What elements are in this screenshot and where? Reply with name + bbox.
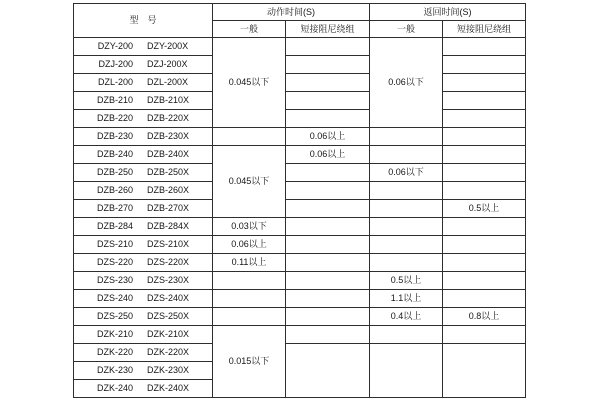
model-cell (74, 326, 213, 344)
header-return-general: 一般 (370, 21, 443, 38)
return-general-cell (370, 200, 443, 218)
action-general-cell: 0.06以上 (213, 236, 286, 254)
action-damp-cell (286, 290, 370, 308)
action-damp-cell (286, 326, 370, 344)
return-general-cell (370, 146, 443, 164)
model-cell (74, 308, 213, 326)
model-cell (74, 56, 213, 74)
model-name: DZB-284X (146, 221, 190, 231)
model-cell (74, 92, 213, 110)
action-damp-cell (286, 110, 370, 128)
model-cell (74, 200, 213, 218)
model-name: DZK-240 (96, 383, 133, 393)
return-general-cell: 0.4以上 (370, 308, 443, 326)
return-general-cell: 1.1以上 (370, 290, 443, 308)
model-name: DZS-230X (146, 275, 190, 285)
return-damp-cell (443, 218, 526, 236)
model-name: DZB-260X (146, 185, 190, 195)
model-name: DZB-230 (96, 131, 133, 141)
action-damp-cell: 0.06以上 (286, 128, 370, 146)
model-cell (74, 290, 213, 308)
model-name: DZY-200 (97, 41, 133, 51)
model-name: DZJ-200 (98, 59, 133, 69)
model-cell (74, 182, 213, 200)
table-row (74, 344, 526, 362)
return-damp-cell (443, 92, 526, 110)
table-row (74, 110, 526, 128)
action-general-cell (213, 128, 286, 146)
table-row (74, 272, 526, 290)
model-name: DZB-210X (146, 95, 190, 105)
return-general-cell: 0.06以下 (370, 164, 443, 182)
model-name: DZB-220X (146, 113, 190, 123)
model-name: DZS-250X (146, 311, 190, 321)
return-damp-cell (443, 74, 526, 92)
return-general-cell (370, 254, 443, 272)
model-name: DZB-260 (96, 185, 133, 195)
model-name: DZB-220 (96, 113, 133, 123)
spec-table (73, 3, 526, 398)
return-damp-cell (443, 146, 526, 164)
header-model: 型 号 (74, 4, 213, 38)
model-name: DZK-210X (146, 329, 190, 339)
model-cell (74, 218, 213, 236)
table-row (74, 182, 526, 200)
model-name: DZB-270 (96, 203, 133, 213)
action-general-cell: 0.045以下 (213, 38, 286, 128)
action-damp-cell: 0.06以上 (286, 146, 370, 164)
header-action-general: 一般 (213, 21, 286, 38)
model-name: DZS-230 (96, 275, 133, 285)
action-general-cell: 0.015以下 (213, 326, 286, 398)
model-name: DZJ-200X (147, 59, 188, 69)
return-damp-cell: 0.8以上 (443, 308, 526, 326)
action-damp-cell (286, 164, 370, 182)
model-name: DZB-210 (96, 95, 133, 105)
action-damp-cell (286, 200, 370, 218)
model-name: DZK-220X (146, 347, 190, 357)
table-row (74, 218, 526, 236)
model-cell (74, 380, 213, 398)
model-name: DZS-240 (96, 293, 133, 303)
table-row (74, 236, 526, 254)
table-row (74, 200, 526, 218)
action-damp-cell (286, 182, 370, 200)
model-name: DZS-210X (146, 239, 190, 249)
table-body (74, 38, 526, 398)
table-row (74, 38, 526, 56)
action-damp-cell (286, 74, 370, 92)
model-cell (74, 344, 213, 362)
return-damp-cell (443, 56, 526, 74)
model-name: DZS-240X (146, 293, 190, 303)
table-row (74, 74, 526, 92)
model-cell (74, 110, 213, 128)
model-name: DZS-210 (96, 239, 133, 249)
action-general-cell: 0.03以下 (213, 218, 286, 236)
return-damp-cell (443, 182, 526, 200)
model-name: DZK-210 (96, 329, 133, 339)
table-header (74, 4, 526, 38)
model-cell (74, 128, 213, 146)
return-damp-cell (443, 344, 526, 398)
model-cell (74, 272, 213, 290)
action-damp-cell (286, 56, 370, 74)
action-general-cell (213, 290, 286, 308)
action-damp-cell (286, 344, 370, 398)
return-damp-cell (443, 164, 526, 182)
action-general-cell (213, 272, 286, 290)
model-name: DZS-220 (96, 257, 133, 267)
header-row-groups (74, 4, 526, 21)
header-return-time: 返回时间(S) (370, 4, 526, 21)
model-name: DZB-250 (96, 167, 133, 177)
model-cell (74, 164, 213, 182)
model-name: DZB-270X (146, 203, 190, 213)
model-cell (74, 38, 213, 56)
return-damp-cell (443, 326, 526, 344)
return-general-cell (370, 326, 443, 344)
model-name: DZB-240X (146, 149, 190, 159)
action-damp-cell (286, 254, 370, 272)
model-name: DZL-200X (146, 77, 189, 87)
return-general-cell (370, 182, 443, 200)
action-damp-cell (286, 218, 370, 236)
action-damp-cell (286, 92, 370, 110)
model-name: DZS-250 (96, 311, 133, 321)
action-damp-cell (286, 272, 370, 290)
model-cell (74, 236, 213, 254)
return-damp-cell: 0.5以上 (443, 200, 526, 218)
header-action-damp-winding: 短接阻尼绕组 (286, 21, 370, 38)
return-general-cell (370, 218, 443, 236)
model-name: DZK-230X (146, 365, 190, 375)
table-row (74, 290, 526, 308)
return-damp-cell (443, 272, 526, 290)
table-row (74, 164, 526, 182)
action-damp-cell (286, 236, 370, 254)
model-name: DZS-220X (146, 257, 190, 267)
return-damp-cell (443, 110, 526, 128)
model-name: DZB-230X (146, 131, 190, 141)
model-name: DZL-200 (97, 77, 133, 87)
action-general-cell: 0.11以上 (213, 254, 286, 272)
table-row (74, 56, 526, 74)
model-name: DZK-230 (96, 365, 133, 375)
return-general-cell: 0.5以上 (370, 272, 443, 290)
return-damp-cell (443, 38, 526, 56)
model-cell (74, 362, 213, 380)
table-row (74, 146, 526, 164)
return-general-cell (370, 236, 443, 254)
table-row (74, 92, 526, 110)
return-damp-cell (443, 236, 526, 254)
header-return-damp-winding: 短接阻尼绕组 (443, 21, 526, 38)
return-damp-cell (443, 290, 526, 308)
action-damp-cell (286, 38, 370, 56)
table-row (74, 128, 526, 146)
model-name: DZB-250X (146, 167, 190, 177)
model-name: DZB-240 (96, 149, 133, 159)
return-general-cell (370, 344, 443, 398)
table-row (74, 326, 526, 344)
model-cell (74, 254, 213, 272)
model-name: DZK-240X (146, 383, 190, 393)
table-row (74, 254, 526, 272)
header-action-time: 动作时间(S) (213, 4, 370, 21)
action-general-cell (213, 308, 286, 326)
action-general-cell: 0.045以下 (213, 146, 286, 218)
model-name: DZY-200X (146, 41, 189, 51)
return-damp-cell (443, 128, 526, 146)
return-damp-cell (443, 254, 526, 272)
model-name: DZB-284 (96, 221, 133, 231)
model-name: DZK-220 (96, 347, 133, 357)
model-cell (74, 146, 213, 164)
action-damp-cell (286, 308, 370, 326)
table-row (74, 308, 526, 326)
model-cell (74, 74, 213, 92)
return-general-cell (370, 128, 443, 146)
return-general-cell: 0.06以下 (370, 38, 443, 128)
